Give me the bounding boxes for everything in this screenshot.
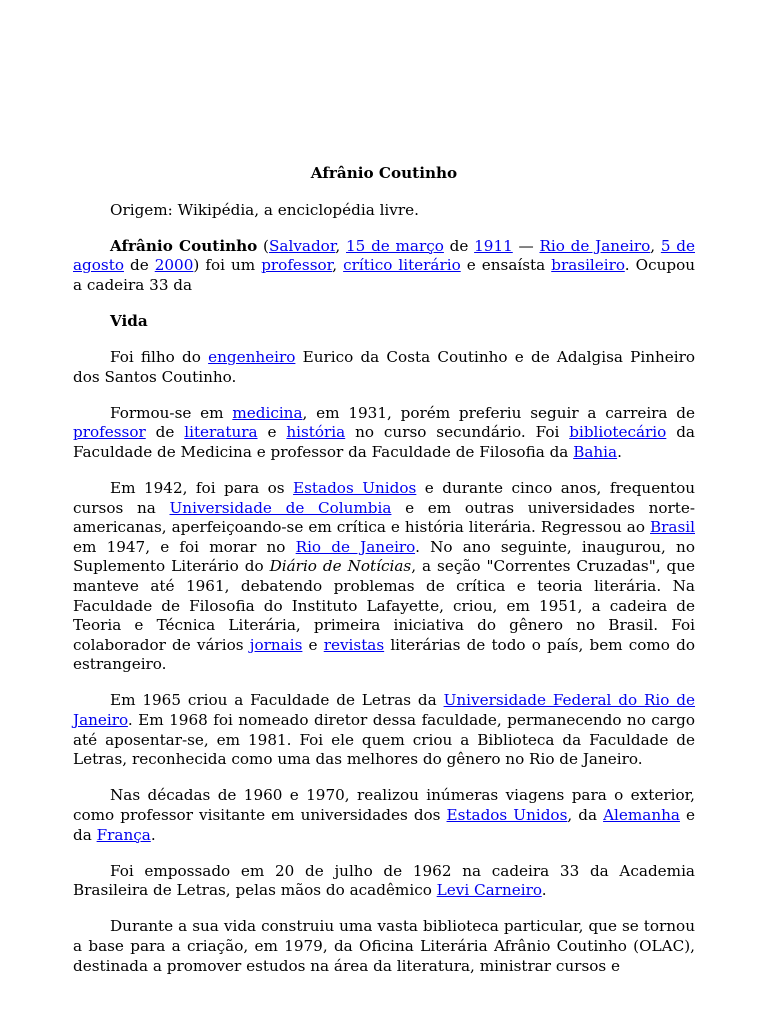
link-2000[interactable]: 2000: [154, 256, 194, 275]
link-professor[interactable]: professor: [261, 256, 333, 275]
link-brasileiro[interactable]: brasileiro: [551, 256, 625, 275]
link-historia[interactable]: história: [286, 423, 346, 442]
section-heading-vida: Vida: [110, 311, 148, 330]
link-jornais[interactable]: jornais: [249, 635, 303, 654]
paragraph-education: Formou-se em medicina, em 1931, porém preferiu seguir a carreira de professor de literatura e história no curso secundário. Foi bibliotecário da Faculdade de Medicina e professor da Faculdade de Filosofia da Bahia.: [73, 403, 695, 461]
link-franca[interactable]: França: [96, 825, 151, 844]
link-engenheiro[interactable]: engenheiro: [208, 348, 296, 367]
link-1911[interactable]: 1911: [474, 236, 513, 255]
paragraph-travels: Nas décadas de 1960 e 1970, realizou inúmeras viagens para o exterior, como professor visitante em universidades dos Estados Unidos, da Alemanha e da França.: [73, 786, 695, 844]
paragraph-family: Foi filho do engenheiro Eurico da Costa Coutinho e de Adalgisa Pinheiro dos Santos Coutinho.: [73, 348, 696, 386]
subject-name: Afrânio Coutinho: [110, 236, 258, 255]
link-alemanha[interactable]: Alemanha: [603, 805, 680, 824]
link-literatura[interactable]: literatura: [184, 423, 258, 442]
link-medicina[interactable]: medicina: [232, 403, 303, 422]
link-ufrj[interactable]: Universidade Federal do Rio de Janeiro: [73, 691, 696, 730]
link-critico-literario[interactable]: crítico literário: [343, 256, 461, 275]
article-title: Afrânio Coutinho: [310, 164, 458, 182]
diario-de-noticias-title: Diário de Notícias: [269, 557, 412, 576]
paragraph-library: Durante a sua vida construiu uma vasta biblioteca particular, que se tornou a base para a criação, em 1979, da Oficina Literária Afrânio Coutinho (OLAC), destinada a promover estudos na área da literatura, ministrar cursos e: [73, 917, 695, 975]
article-body: [73, 164, 695, 993]
paragraph-usa: Em 1942, foi para os Estados Unidos e durante cinco anos, frequentou cursos na Universidade de Columbia e em outras universidades norte-americanas, aperfeiçoando-se em crítica e história literária. Regressou ao Brasil em 1947, e foi morar no Rio de Janeiro. No ano seguinte, inaugurou, no Suplemento Literário do Diário de Notícias, a seção "Correntes Cruzadas", que manteve até 1961, debatendo problemas de crítica e teoria literária. Na Faculdade de Filosofia do Instituto Lafayette, criou, em 1951, a cadeira de Teoria e Técnica Literária, primeira iniciativa do gênero no Brasil. Foi colaborador de vários jornais e revistas literárias de todo o país, bem como do estrangeiro.: [73, 479, 695, 674]
link-15-de-marco[interactable]: 15 de março: [346, 236, 444, 255]
source-line: Origem: Wikipédia, a enciclopédia livre.: [110, 200, 419, 219]
link-bibliotecario[interactable]: bibliotecário: [569, 423, 667, 442]
link-salvador[interactable]: Salvador: [269, 236, 336, 255]
paragraph-academy: Foi empossado em 20 de julho de 1962 na cadeira 33 da Academia Brasileira de Letras, pelas mãos do acadêmico Levi Carneiro.: [73, 861, 695, 900]
link-universidade-de-columbia[interactable]: Universidade de Columbia: [169, 498, 392, 517]
link-rio-de-janeiro[interactable]: Rio de Janeiro: [539, 236, 651, 255]
link-estados-unidos-2[interactable]: Estados Unidos: [446, 805, 568, 824]
link-revistas[interactable]: revistas: [323, 635, 385, 654]
link-5-de-agosto[interactable]: 5 de agosto: [73, 236, 695, 275]
link-estados-unidos[interactable]: Estados Unidos: [293, 479, 417, 498]
paragraph-faculdade-de-letras: Em 1965 criou a Faculdade de Letras da Universidade Federal do Rio de Janeiro. Em 1968 foi nomeado diretor dessa faculdade, permanecendo no cargo até aposentar-se, em 1981. Foi ele quem criou a Biblioteca da Faculdade de Letras, reconhecida como uma das melhores do gênero no Rio de Janeiro.: [73, 691, 696, 769]
link-rio-de-janeiro-2[interactable]: Rio de Janeiro: [295, 537, 416, 556]
link-levi-carneiro[interactable]: Levi Carneiro: [436, 881, 542, 900]
link-professor-2[interactable]: professor: [73, 423, 146, 442]
intro-paragraph: Afrânio Coutinho (Salvador, 15 de março de 1911 — Rio de Janeiro, 5 de agosto de 2000) foi um professor, crítico literário e ensaísta brasileiro. Ocupou a cadeira 33 da: [73, 236, 695, 294]
link-bahia[interactable]: Bahia: [573, 442, 618, 461]
link-brasil[interactable]: Brasil: [650, 518, 695, 537]
